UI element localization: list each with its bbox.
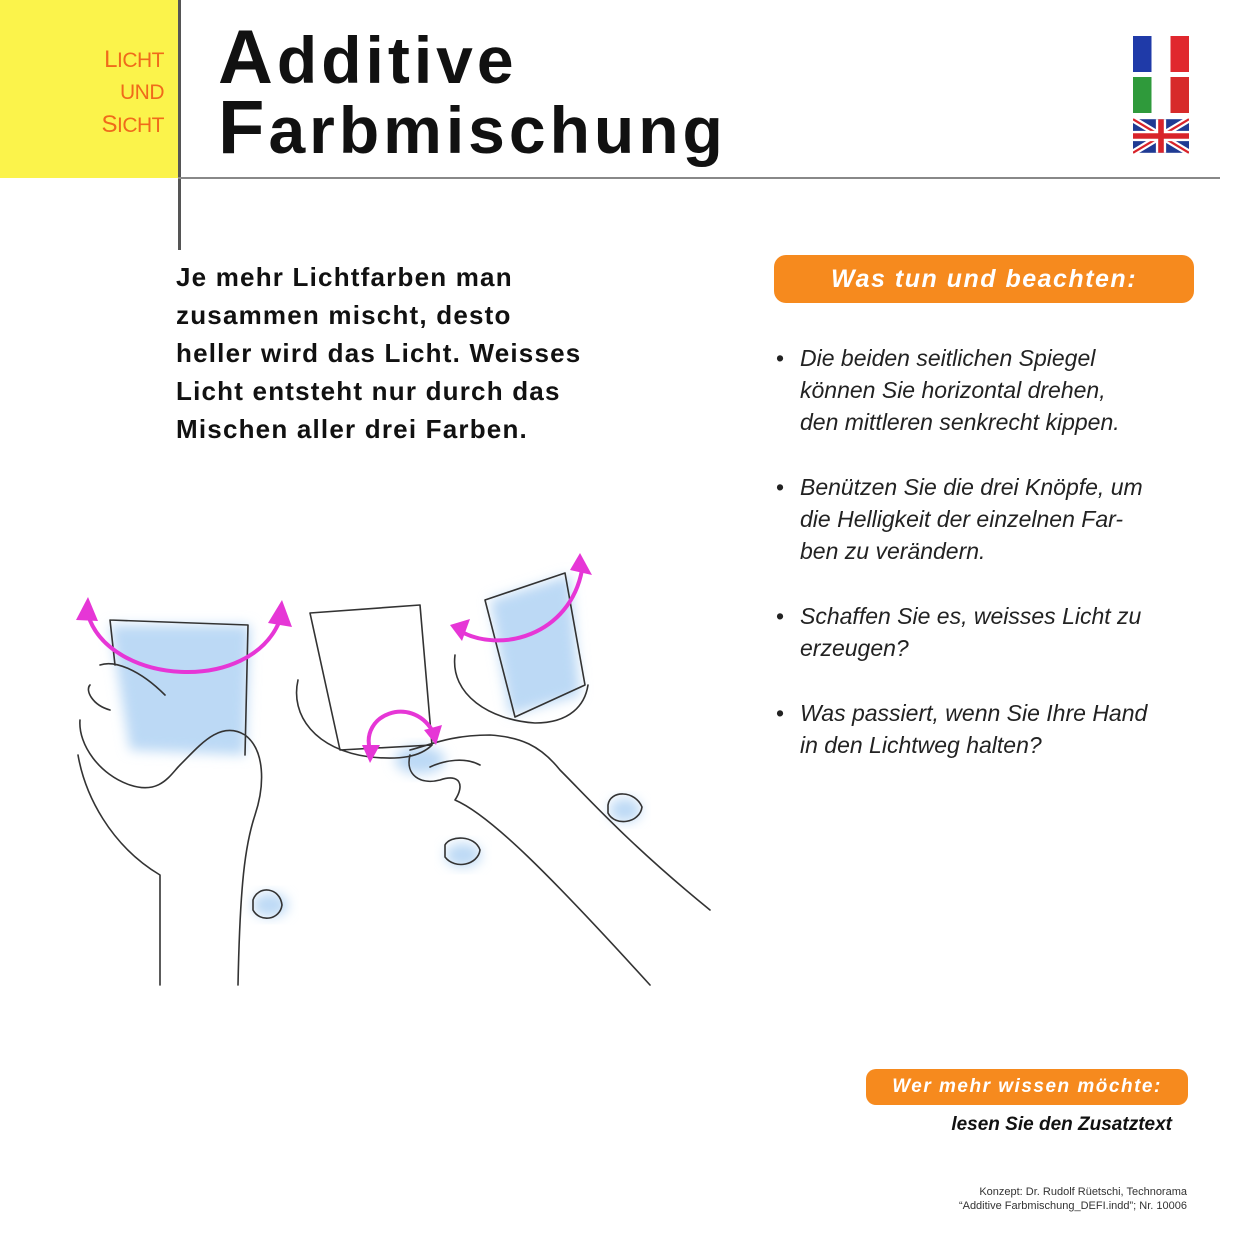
mirror-center-icon	[297, 605, 432, 758]
section-label-und: UND	[120, 81, 164, 104]
intro-line: Mischen aller drei Farben.	[176, 414, 528, 444]
flag-uk-icon[interactable]	[1133, 118, 1189, 154]
tip-line: Benützen Sie die drei Knöpfe, um	[800, 474, 1143, 500]
arrowhead-icon	[76, 597, 98, 621]
horizontal-divider	[178, 177, 1220, 179]
tip-line: die Helligkeit der einzelnen Far-	[800, 506, 1124, 532]
intro-line: Licht entsteht nur durch das	[176, 376, 561, 406]
what-to-do-heading: Was tun und beachten:	[774, 255, 1194, 303]
arrowhead-icon	[450, 619, 470, 641]
tip-line: können Sie horizontal drehen,	[800, 377, 1106, 403]
list-item	[776, 471, 1206, 567]
section-label	[101, 44, 164, 142]
credits	[860, 1185, 1187, 1213]
title-initial-a: A	[218, 15, 277, 100]
more-info-text: lesen Sie den Zusatztext	[951, 1114, 1172, 1135]
mirror-glow-left-icon	[110, 625, 250, 755]
intro-line: heller wird das Licht. Weisses	[176, 338, 582, 368]
credits-line-2: “Additive Farbmischung_DEFI.indd”; Nr. 10006	[958, 1200, 1187, 1212]
list-item	[776, 600, 1206, 664]
bullet-icon: •	[776, 603, 785, 629]
knob-glow-icon	[252, 746, 641, 917]
tip-line: ben zu verändern.	[800, 538, 986, 564]
vertical-divider	[178, 0, 181, 250]
intro-line: Je mehr Lichtfarben man	[176, 262, 513, 292]
tip-line: Schaffen Sie es, weisses Licht zu	[800, 603, 1142, 629]
language-flags	[1133, 36, 1189, 159]
section-label-licht: ICHT	[117, 49, 164, 72]
flag-italy-icon[interactable]	[1133, 77, 1189, 113]
arrowhead-icon	[570, 553, 592, 575]
section-corner	[0, 0, 178, 178]
flag-france-icon[interactable]	[1133, 36, 1189, 72]
intro-line: zusammen mischt, desto	[176, 300, 512, 330]
intro-text	[176, 258, 696, 448]
page-title	[218, 15, 727, 170]
tip-line: Was passiert, wenn Sie Ihre Hand	[800, 700, 1148, 726]
section-label-s: S	[101, 111, 117, 138]
title-line1: dditive	[276, 23, 518, 97]
bullet-icon: •	[776, 474, 785, 500]
list-item	[776, 697, 1206, 761]
section-label-sicht: ICHT	[117, 114, 164, 137]
title-initial-f: F	[218, 85, 269, 170]
title-line2: arbmischung	[268, 93, 727, 167]
tip-line: Die beiden seitlichen Spiegel	[800, 345, 1096, 371]
tips-list	[776, 342, 1206, 794]
arrowhead-icon	[268, 600, 292, 627]
tip-line: den mittleren senkrecht kippen.	[800, 409, 1120, 435]
section-label-l: L	[104, 46, 117, 73]
tip-line: in den Lichtweg halten?	[800, 732, 1042, 758]
bullet-icon: •	[776, 700, 785, 726]
arrowhead-icon	[362, 745, 380, 763]
mirror-hands-illustration	[70, 545, 720, 990]
tip-line: erzeugen?	[800, 635, 909, 661]
bullet-icon: •	[776, 345, 785, 371]
list-item	[776, 342, 1206, 438]
more-info-heading: Wer mehr wissen möchte:	[866, 1069, 1188, 1105]
credits-line-1: Konzept: Dr. Rudolf Rüetschi, Technorama	[979, 1186, 1187, 1198]
tilt-arrow-center-icon	[369, 712, 432, 750]
